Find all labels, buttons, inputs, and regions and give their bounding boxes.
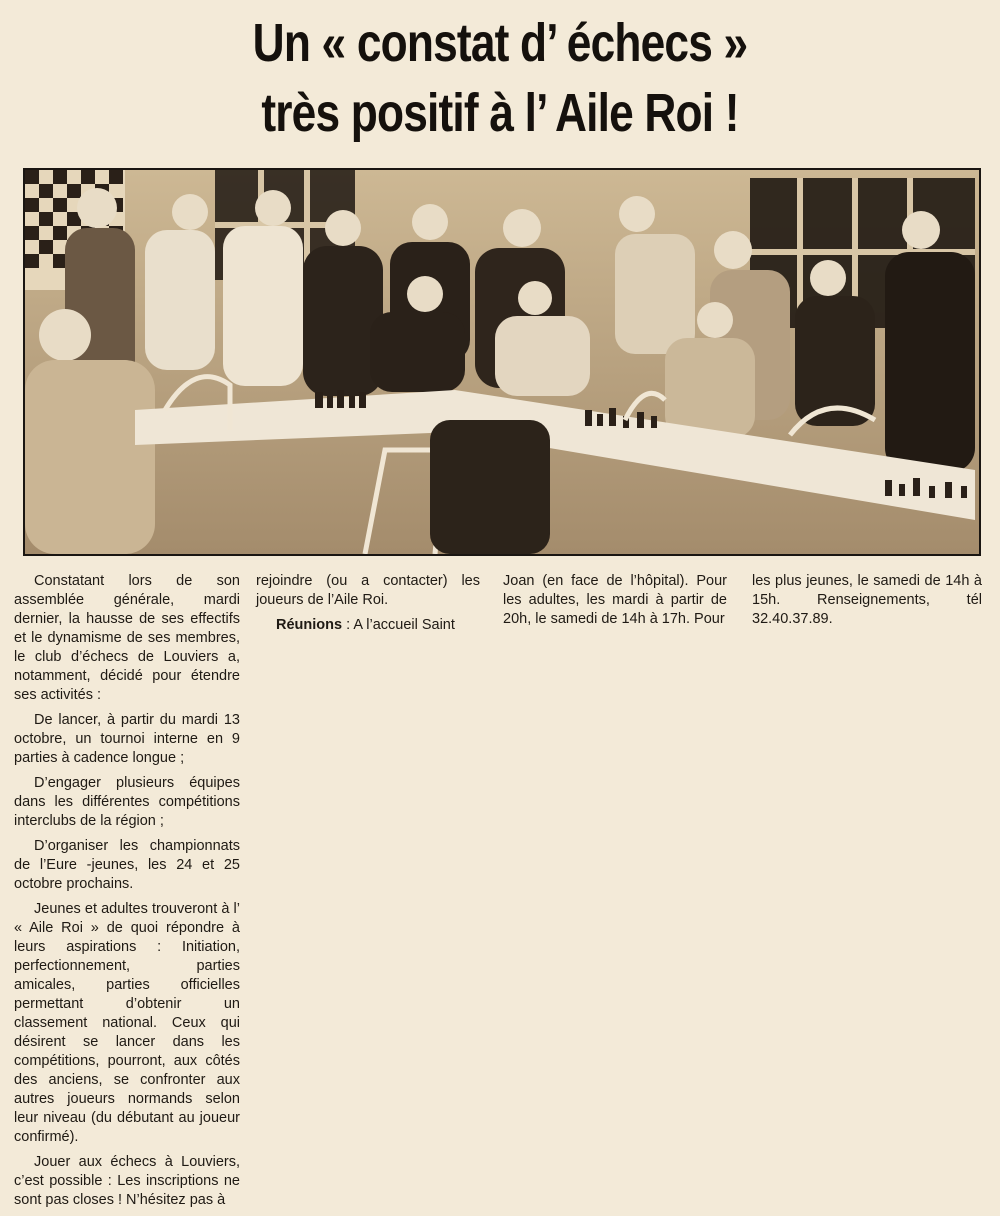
article-paragraph: De lancer, à partir du mardi 13 octobre, un tournoi interne en 9 parties à cadence longue ; <box>14 712 240 766</box>
reunions-paragraph <box>256 616 480 635</box>
headline-line-2: très positif à l’ Aile Roi ! <box>261 83 739 143</box>
article-paragraph: D’engager plusieurs équipes dans les différentes compétitions interclubs de la région ; <box>14 775 240 829</box>
headline <box>90 8 910 148</box>
reunions-label: Réunions <box>276 617 343 633</box>
article-paragraph: les plus jeunes, le samedi de 14h à 15h. Renseignements, tél 32.40.37.89. <box>752 573 982 627</box>
article-paragraph: Jouer aux échecs à Louviers, c’est possible : Les inscriptions ne sont pas closes ! N’hésitez pas à <box>14 1154 240 1208</box>
article-paragraph: Constatant lors de son assemblée générale, mardi dernier, la hausse de ses effectifs et le dynamisme de ses membres, le club d’échecs de Louviers a, notamment, décidé pour étendre ses activités : <box>14 573 240 703</box>
photo-illustration <box>25 170 979 554</box>
group-photo <box>23 168 981 556</box>
article-column-3 <box>503 572 727 635</box>
article-paragraph: D’organiser les championnats de l’Eure -jeunes, les 24 et 25 octobre prochains. <box>14 838 240 892</box>
article-column-4 <box>752 572 982 635</box>
article-column-2 <box>256 572 480 641</box>
reunions-text: : A l’accueil Saint <box>342 617 455 633</box>
article-paragraph: rejoindre (ou a contacter) les joueurs de l’Aile Roi. <box>256 573 480 608</box>
article-column-1 <box>14 572 240 1216</box>
headline-line-1: Un « constat d’ échecs » <box>252 13 748 73</box>
article-paragraph: Joan (en face de l’hôpital). Pour les adultes, les mardi à partir de 20h, le samedi de 14h à 17h. Pour <box>503 573 727 627</box>
article-paragraph: Jeunes et adultes trouveront à l’ « Aile Roi » de quoi répondre à leurs aspirations : Initiation, perfectionnement, parties amicales, parties officielles permettant d’obtenir un classement national. Ceux qui désirent se lancer dans les compétitions, pourront, aux côtés des anciens, se confronter aux autres joueurs normands selon leur niveau (du débutant au joueur confirmé). <box>14 901 240 1145</box>
